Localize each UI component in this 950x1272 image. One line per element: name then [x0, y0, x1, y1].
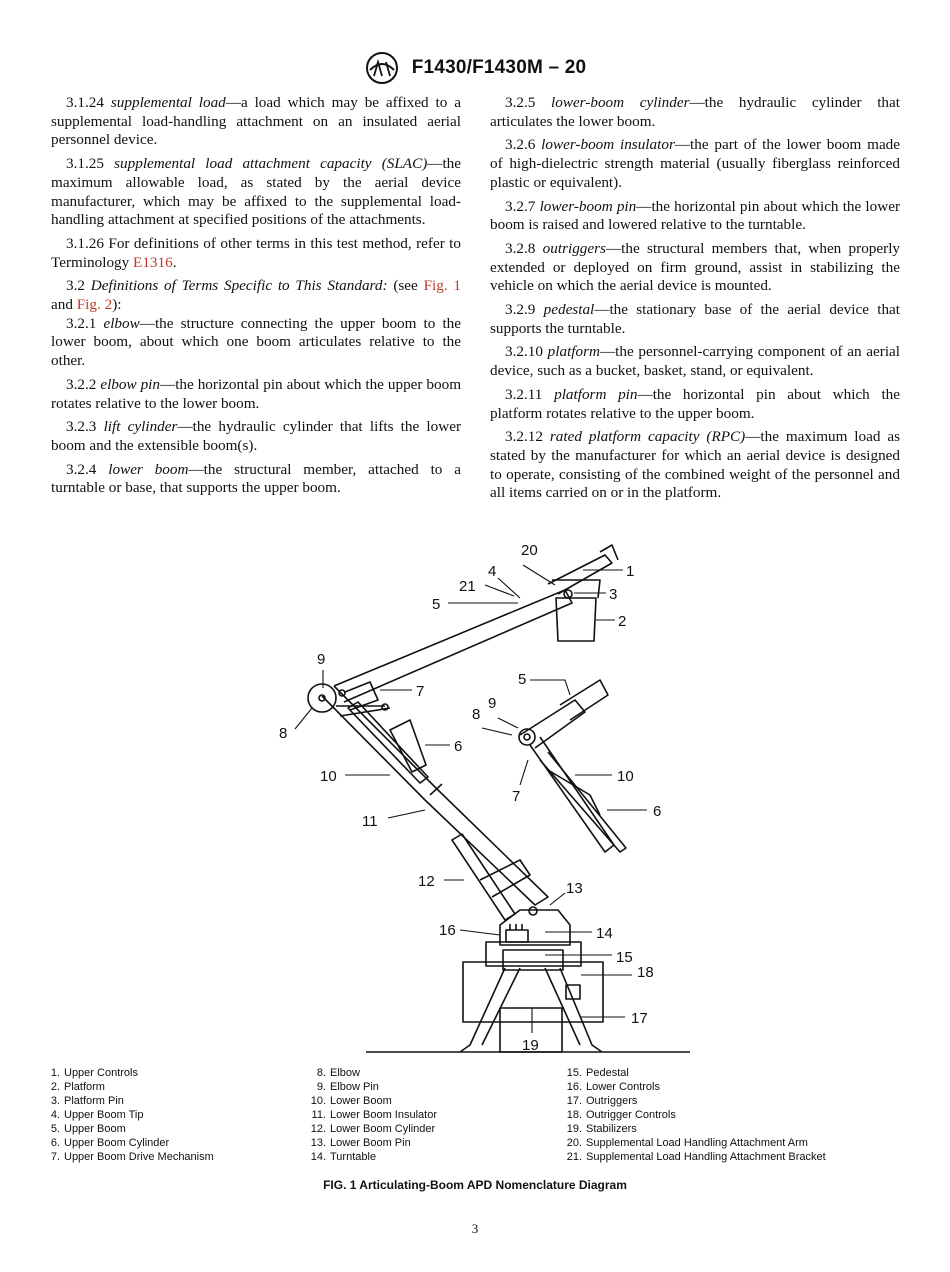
- definition-3-2-3: 3.2.3 lift cylinder—the hydraulic cylinder that lifts the lower boom and the extensible boom(s).: [51, 418, 462, 454]
- legend-column-1: [38, 1066, 214, 1164]
- legend-item: 16. Lower Controls: [566, 1081, 660, 1093]
- legend-item: 13. Lower Boom Pin: [310, 1137, 411, 1149]
- callout-inset-8: 8: [472, 706, 481, 723]
- callout-inset-7: 7: [512, 788, 521, 805]
- definition-3-2-6: 3.2.6 lower-boom insulator—the part of the lower boom made of high-dielectric strength material (usually fiberglass reinforced plastic or equivalent).: [490, 136, 901, 191]
- callout-8: 8: [279, 725, 288, 742]
- callout-18: 18: [637, 964, 654, 981]
- callout-inset-10: 10: [617, 768, 634, 785]
- callout-21: 21: [459, 578, 476, 595]
- callout-12: 12: [418, 873, 435, 890]
- astm-logo-icon: [364, 50, 400, 86]
- legend-item: 14. Turntable: [310, 1151, 377, 1163]
- callout-15: 15: [616, 949, 633, 966]
- articulating-boom-diagram: [270, 535, 690, 1055]
- legend-item: 7. Upper Boom Drive Mechanism: [50, 1151, 214, 1163]
- legend-item: 10. Lower Boom: [310, 1095, 392, 1107]
- definition-3-1-24: 3.1.24 supplemental load—a load which may be affixed to a supplemental load-handling attachment on an insulated aerial personnel device.: [51, 94, 461, 149]
- definition-3-2-8: 3.2.8 outriggers—the structural members that, when properly extended or deployed on firm ground, assist in stabilizing the vehicle on which the aerial device is mounted.: [490, 239, 901, 295]
- legend-item: 2. Platform: [50, 1081, 105, 1093]
- callout-inset-6: 6: [653, 803, 662, 820]
- legend-item: 19. Stabilizers: [566, 1123, 637, 1135]
- link-e1316[interactable]: E1316: [133, 253, 173, 271]
- legend-item: 18. Outrigger Controls: [566, 1109, 676, 1121]
- page-number: 3: [471, 1221, 479, 1236]
- paragraph-3-1-26: 3.1.26 For definitions of other terms in this test method, refer to Terminology E1316.: [51, 234, 461, 271]
- legend-item: 3. Platform Pin: [50, 1095, 124, 1107]
- callout-7: 7: [416, 683, 425, 700]
- callout-5: 5: [432, 596, 441, 613]
- callout-10: 10: [320, 768, 337, 785]
- callout-3: 3: [609, 586, 618, 603]
- figure-caption: FIG. 1 Articulating-Boom APD Nomenclature Diagram: [323, 1178, 627, 1192]
- legend-item: 8. Elbow: [316, 1067, 360, 1079]
- definition-3-2-1: 3.2.1 elbow—the structure connecting the upper boom to the lower boom, about which one boom articulates relative to the other.: [51, 314, 461, 370]
- callout-9: 9: [317, 651, 326, 668]
- legend-item: 15. Pedestal: [566, 1067, 629, 1079]
- definition-3-2-5: 3.2.5 lower-boom cylinder—the hydraulic cylinder that articulates the lower boom.: [490, 94, 900, 130]
- callout-14: 14: [596, 925, 613, 942]
- legend-item: 5. Upper Boom: [50, 1123, 126, 1135]
- legend-column-2: [304, 1066, 437, 1164]
- callout-13: 13: [566, 880, 583, 897]
- callout-4: 4: [488, 563, 497, 580]
- page-header: [0, 50, 950, 86]
- callout-16: 16: [439, 922, 456, 939]
- link-fig-2[interactable]: Fig. 2: [76, 296, 113, 314]
- legend-item: 12. Lower Boom Cylinder: [310, 1123, 436, 1135]
- right-text-column: [490, 94, 900, 508]
- definition-3-2-4: 3.2.4 lower boom—the structural member, attached to a turntable or base, that supports the upper boom.: [51, 460, 461, 497]
- legend-column-3: [560, 1066, 826, 1164]
- section-3-2-heading: 3.2 Definitions of Terms Specific to This Standard: (see Fig. 1 and Fig. 2):: [51, 277, 462, 314]
- legend-item: 4. Upper Boom Tip: [50, 1109, 144, 1121]
- definition-3-2-10: 3.2.10 platform—the personnel-carrying component of an aerial device, such as a bucket, basket, stand, or equivalent.: [490, 343, 901, 380]
- legend-item: 9. Elbow Pin: [316, 1081, 379, 1093]
- legend-item: 17. Outriggers: [566, 1095, 638, 1107]
- definition-3-2-7: 3.2.7 lower-boom pin—the horizontal pin about which the lower boom is raised and lowered relative to the turntable.: [490, 197, 901, 234]
- callout-inset-5: 5: [518, 671, 527, 688]
- link-fig-1[interactable]: Fig. 1: [423, 277, 462, 295]
- callout-17: 17: [631, 1010, 648, 1027]
- definition-3-2-12: 3.2.12 rated platform capacity (RPC)—the maximum load as stated by the manufacturer for which an aerial device is designed to operate, consisting of the combined weight of the personnel and all items carried on or in the platform.: [490, 428, 901, 502]
- definition-3-2-11: 3.2.11 platform pin—the horizontal pin about which the platform rotates relative to the upper boom.: [490, 385, 901, 422]
- definition-3-2-2: 3.2.2 elbow pin—the horizontal pin about which the upper boom rotates relative to the lower boom.: [51, 375, 462, 412]
- definition-3-2-9: 3.2.9 pedestal—the stationary base of the aerial device that supports the turntable.: [490, 301, 901, 337]
- left-text-column: [51, 94, 461, 503]
- legend-item: 21. Supplemental Load Handling Attachment Bracket: [566, 1151, 826, 1163]
- legend-item: 11. Lower Boom Insulator: [311, 1109, 437, 1121]
- standard-designation: F1430/F1430M – 20: [411, 57, 587, 78]
- callout-11: 11: [362, 813, 378, 830]
- legend-item: 6. Upper Boom Cylinder: [50, 1137, 170, 1149]
- callout-2: 2: [618, 613, 627, 630]
- callout-20: 20: [521, 542, 538, 559]
- callout-1: 1: [626, 563, 635, 580]
- definition-3-1-25: 3.1.25 supplemental load attachment capacity (SLAC)—the maximum allowable load, as stated by the aerial device manufacturer, which may be affixed to the supplemental load-handling attachment at specified positions of the attachments.: [51, 155, 462, 229]
- legend-item: 20. Supplemental Load Handling Attachment Arm: [566, 1137, 808, 1149]
- callout-19: 19: [522, 1037, 539, 1054]
- legend-item: 1. Upper Controls: [50, 1067, 138, 1079]
- callout-6: 6: [454, 738, 463, 755]
- callout-inset-9: 9: [488, 695, 497, 712]
